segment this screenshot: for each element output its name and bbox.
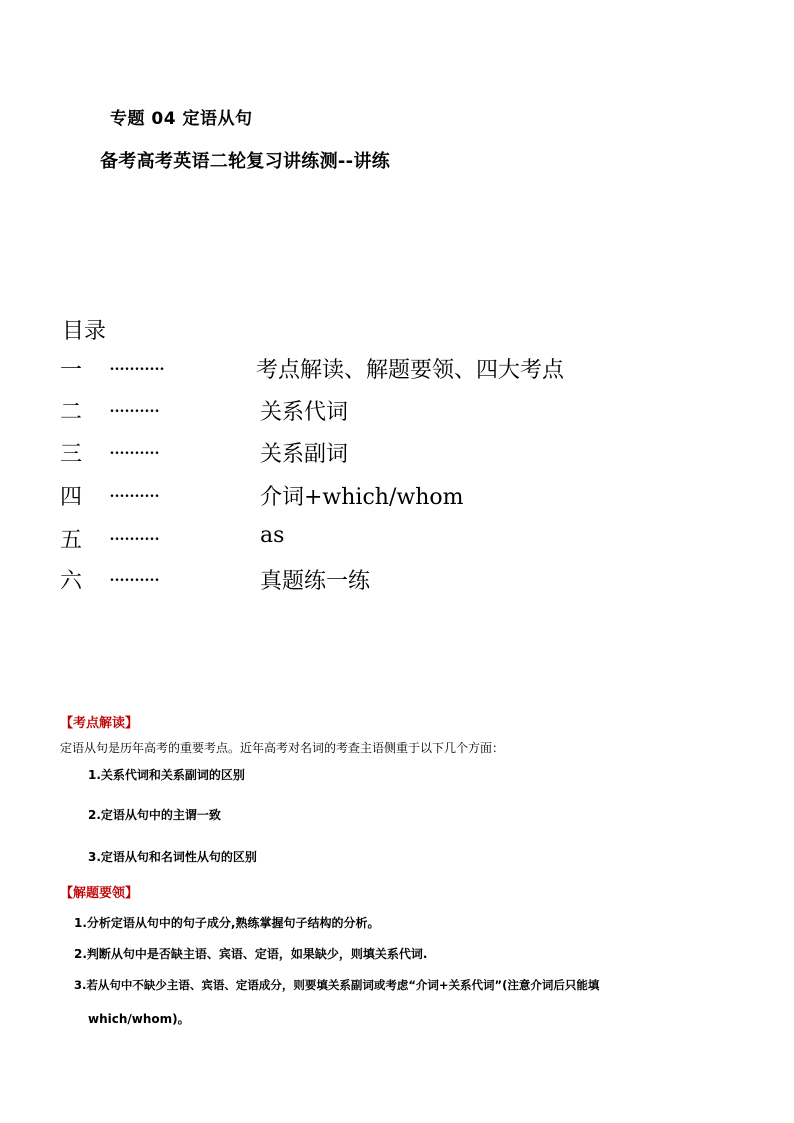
toc-item-title: 考点解读、解题要领、四大考点 [256, 358, 565, 383]
toc-item-title: as [260, 523, 285, 548]
toc-heading: 目录 [62, 319, 107, 344]
toc-item [60, 523, 720, 557]
toc-item-leader: ........... [110, 357, 165, 374]
document-title: 专题 04 定语从句 [110, 109, 253, 129]
toc-item-number: 六 [60, 569, 83, 594]
section-intro: 定语从句是历年高考的重要考点。近年高考对名词的考查主语侧重于以下几个方面： [60, 741, 505, 755]
toc-item-leader: .......... [110, 399, 160, 416]
toc-item [60, 353, 720, 387]
toc-item-leader: .......... [110, 527, 160, 544]
document-subtitle: 备考高考英语二轮复习讲练测--讲练 [100, 151, 391, 172]
list-item: 2.判断从句中是否缺主语、宾语、定语，如果缺少，则填关系代词. [74, 947, 428, 961]
toc-item [60, 480, 720, 514]
toc-item-number: 一 [60, 358, 83, 383]
section-heading-exam-points: 【考点解读】 [60, 716, 139, 731]
list-item: 2.定语从句中的主谓一致 [88, 808, 221, 822]
list-item: 1.关系代词和关系副词的区别 [88, 768, 245, 782]
toc-item-number: 三 [60, 442, 83, 467]
toc-item-leader: .......... [110, 484, 160, 501]
toc-item-title: 关系代词 [260, 400, 349, 425]
toc-item-leader: .......... [110, 568, 160, 585]
list-item-continuation: which/whom)。 [88, 1012, 190, 1026]
list-item: 1.分析定语从句中的句子成分,熟练掌握句子结构的分析。 [74, 916, 380, 930]
toc-item-title: 真题练一练 [260, 569, 371, 594]
toc-item-number: 四 [60, 485, 83, 510]
list-item: 3.定语从句和名词性从句的区别 [88, 850, 257, 864]
toc-item-title: 关系副词 [260, 442, 349, 467]
toc-item-title: 介词+which/whom [260, 485, 464, 510]
list-item: 3.若从句中不缺少主语、宾语、定语成分，则要填关系副词或考虑“介词+关系代词”(注意介词后只能填 [74, 978, 600, 992]
toc-item-leader: .......... [110, 441, 160, 458]
toc-item [60, 395, 720, 429]
section-heading-solving-tips: 【解题要领】 [60, 886, 139, 901]
toc-item-number: 二 [60, 400, 83, 425]
toc-item [60, 437, 720, 471]
toc-item [60, 564, 720, 598]
toc-item-number: 五 [60, 528, 83, 553]
